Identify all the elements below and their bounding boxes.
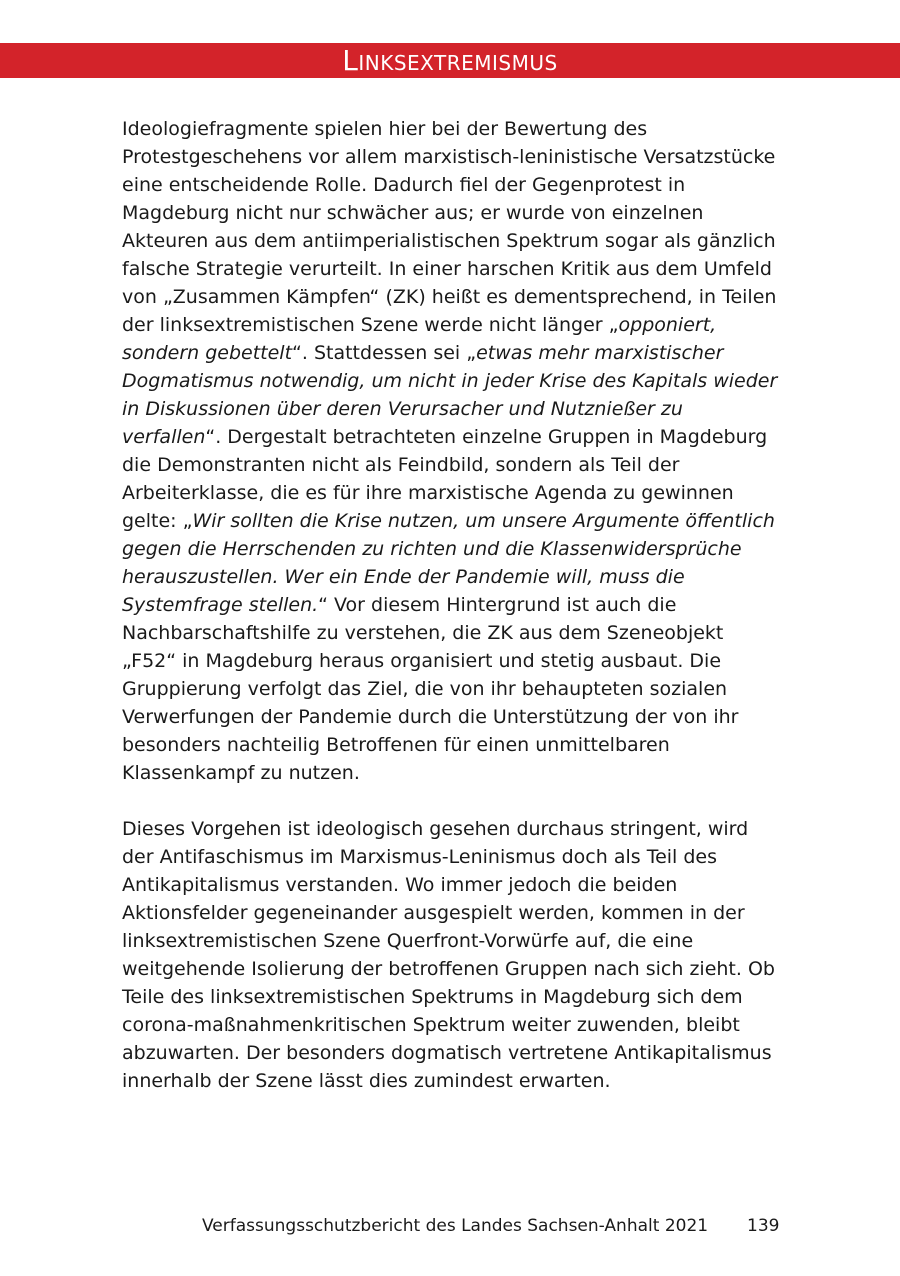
p1-text-3: “. Dergestalt betrachteten einzelne Gruppen in Magdeburg die Demonstranten nicht als Feindbild, sondern als Teil der Arbeiterklasse, die es für ihre marxistische Agenda zu gewinnen gelte: „ (122, 426, 768, 532)
page-number: 139 (747, 1216, 780, 1236)
p1-quote-2: etwas mehr marxistischer Dogmatismus notwendig, um nicht in jeder Krise des Kapitals wieder in Diskussionen über deren Verursacher und Nutznießer zu verfallen (122, 342, 778, 448)
paragraph-2: Dieses Vorgehen ist ideologisch gesehen durchaus stringent, wird der Antifaschismus im Marxismus-Leninismus doch als Teil des Antikapitalismus verstanden. Wo immer jedoch die beiden Aktionsfelder gegeneinander ausgespielt werden, kommen in der linksextremistischen Szene Querfront-Vorwürfe auf, die eine weitgehende Isolierung der betroffenen Gruppen nach sich zieht. Ob Teile des linksextremistischen Spektrums in Magdeburg sich dem corona-maßnahmenkritischen Spektrum weiter zuwenden, bleibt abzuwarten. Der besonders dogmatisch vertretene Antikapitalismus innerhalb der Szene lässt dies zumindest erwarten. (122, 818, 775, 1092)
footer-source: Verfassungsschutzbericht des Landes Sachsen-Anhalt 2021 (202, 1216, 709, 1236)
p1-quote-3: Wir sollten die Krise nutzen, um unsere Argumente öffentlich gegen die Herrschenden zu richten und die Klassenwidersprüche herauszustellen. Wer ein Ende der Pandemie will, muss die Systemfrage stellen. (122, 510, 775, 616)
p1-text-4: “ Vor diesem Hintergrund ist auch die Nachbarschaftshilfe zu verstehen, die ZK aus dem Szeneobjekt „F52“ in Magdeburg heraus organisiert und stetig ausbaut. Die Gruppierung verfolgt das Ziel, die von ihr behaupteten sozialen Verwerfungen der Pandemie durch die Unterstützung der von ihr besonders nachteilig Betroffenen für einen unmittelbaren Klassenkampf zu nutzen. (122, 594, 739, 784)
p1-quote-1: opponiert, sondern gebettelt (122, 314, 717, 364)
p1-text-2: “. Stattdessen sei „ (292, 342, 477, 364)
body-text (122, 115, 782, 1095)
p1-text-1: Ideologiefragmente spielen hier bei der Bewertung des Protestgeschehens vor allem marxistisch-leninistische Versatzstücke eine entscheidende Rolle. Dadurch fiel der Gegenprotest in Magdeburg nicht nur schwächer aus; er wurde von einzelnen Akteuren aus dem antiimperialistischen Spektrum sogar als gänzlich falsche Strategie verurteilt. In einer harschen Kritik aus dem Umfeld von „Zusammen Kämpfen“ (ZK) heißt es dementsprechend, in Teilen der linksextremistischen Szene werde nicht länger „ (122, 118, 777, 336)
paragraph-1 (122, 115, 782, 787)
section-title: Linksextremismus (342, 44, 558, 77)
